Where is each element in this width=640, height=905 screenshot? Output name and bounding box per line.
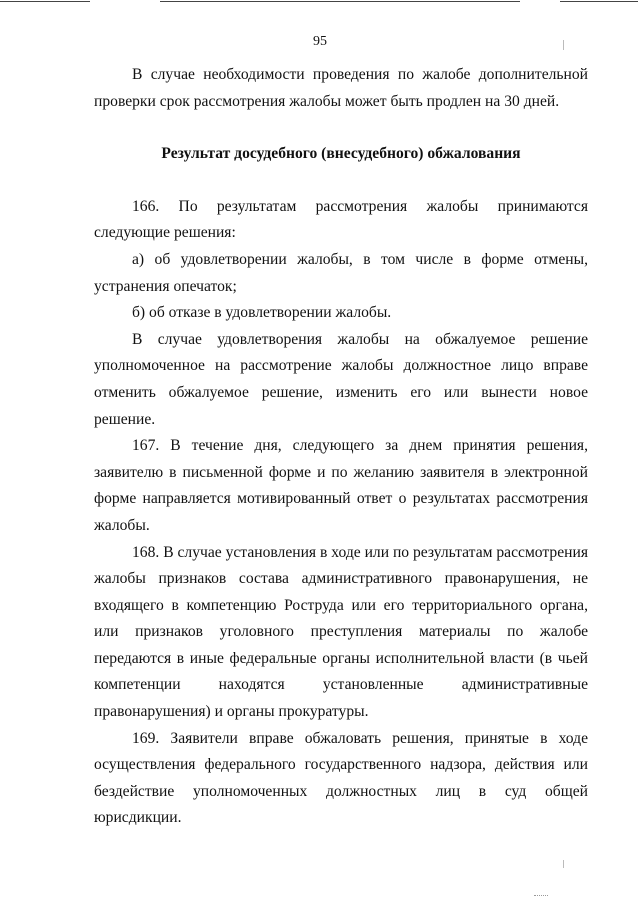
- scan-edge-line: [160, 1, 520, 2]
- page-number: 95: [313, 34, 327, 49]
- scan-mark: [534, 895, 548, 897]
- scan-edge-line: [0, 1, 90, 2]
- paragraph-166-b: б) об отказе в удовлетворении жалобы.: [132, 304, 392, 322]
- paragraph-166-c: В случае удовлетворения жалобы на обжалуемое решение уполномоченное на рассмотрение жалобы должностное лицо вправе отменить обжалуемое решение, изменить его или вынести новое решение.: [94, 330, 588, 428]
- paragraph-168: 168. В случае установления в ходе или по результатам рассмотрения жалобы признаков состава административного правонарушения, не входящего в компетенцию Роструда или его территориального органа, или признаков уголовного преступления материалы по жалобе передаются в иные федеральные органы исполнительной власти (в чьей компетенции находятся установленные административные правонарушения) и органы прокуратуры.: [94, 543, 588, 721]
- scan-edge-line: [560, 1, 638, 2]
- paragraph-166: 166. По результатам рассмотрения жалобы принимаются следующие решения:: [94, 197, 588, 242]
- paragraph-166-a: а) об удовлетворении жалобы, в том числе в форме отмены, устранения опечаток;: [94, 250, 588, 295]
- paragraph-169: 169. Заявители вправе обжаловать решения, принятые в ходе осуществления федерального государственного надзора, действия или бездействие уполномоченных должностных лиц в суд общей юрисдикции.: [94, 729, 588, 827]
- scan-mark: [563, 860, 564, 868]
- paragraph-167: 167. В течение дня, следующего за днем принятия решения, заявителю в письменной форме и по желанию заявителя в электронной форме направляется мотивированный ответ о результатах рассмотрения жалобы.: [94, 437, 588, 534]
- document-body: [94, 62, 588, 832]
- paragraph-intro: В случае необходимости проведения по жалобе дополнительной проверки срок рассмотрения жалобы может быть продлен на 30 дней.: [94, 66, 588, 110]
- section-heading: Результат досудебного (внесудебного) обжалования: [161, 145, 521, 163]
